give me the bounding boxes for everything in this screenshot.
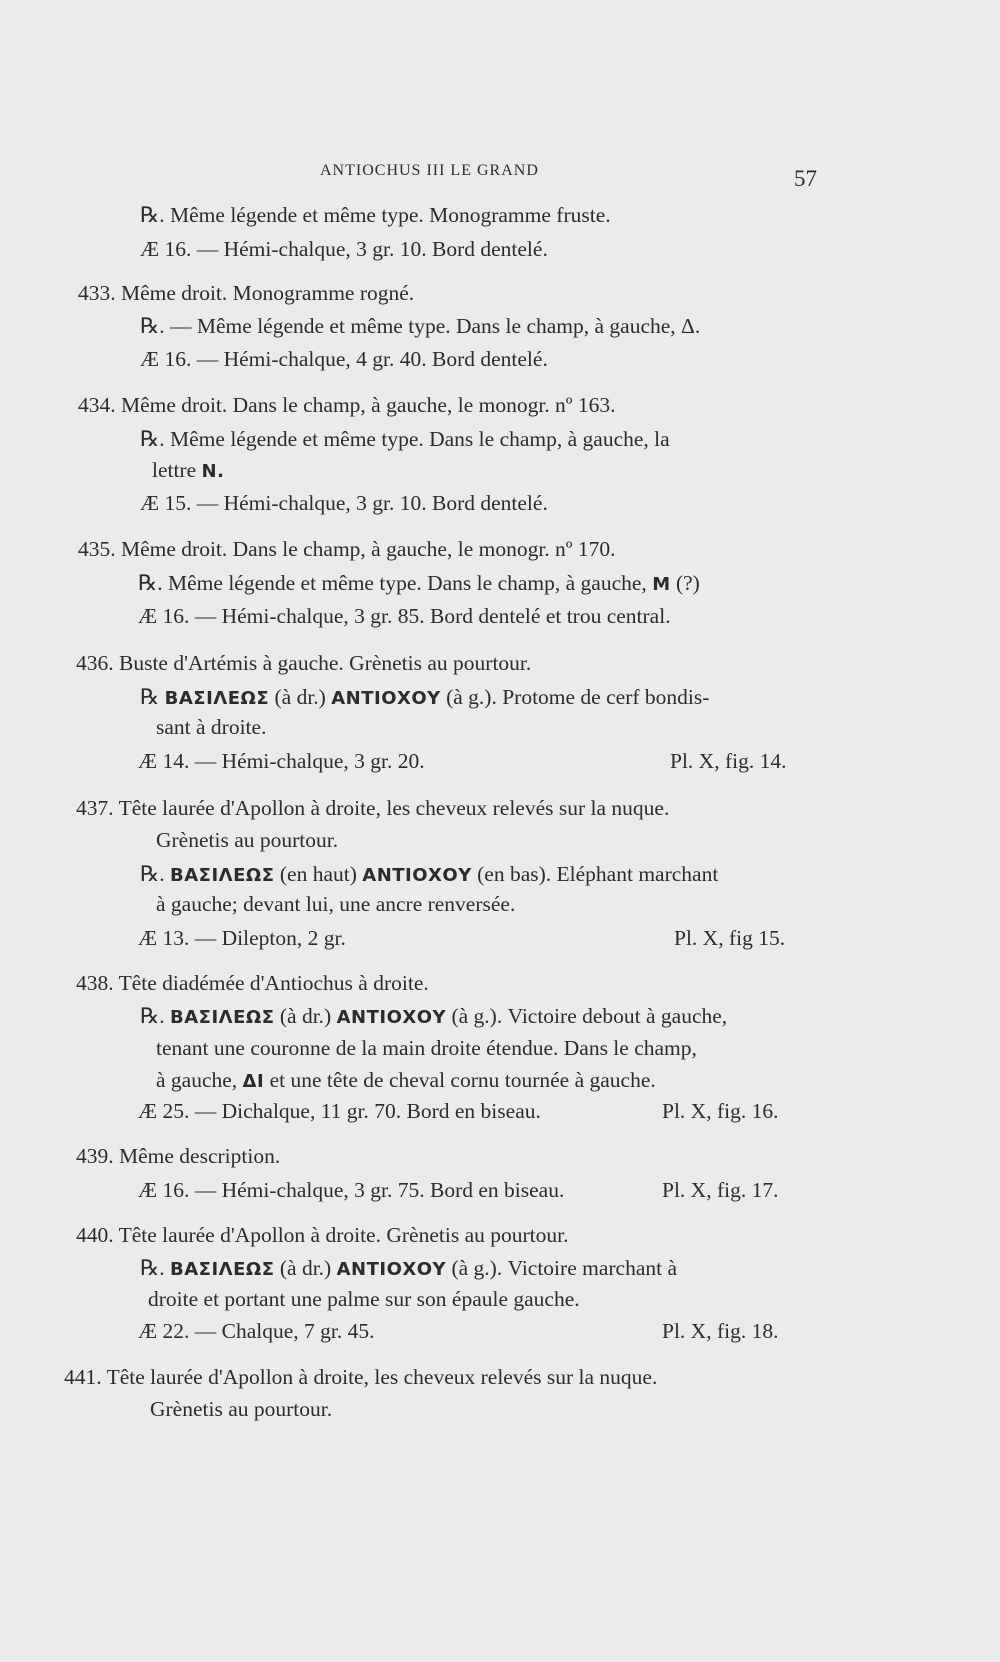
text-line: Æ 16. — Hémi-chalque, 3 gr. 85. Bord dentelé et trou central. xyxy=(138,604,671,628)
greek-legend: ΒΑΣΙΛΕΩΣ xyxy=(170,865,275,886)
text-line: ℞. Même légende et même type. Dans le champ, à gauche, la xyxy=(140,427,670,451)
text-line: ℞. Même légende et même type. Monogramme fruste. xyxy=(140,203,611,227)
text-span: ℞. xyxy=(140,862,165,886)
text-span: ℞. xyxy=(140,1256,165,1280)
text-line: Æ 16. — Hémi-chalque, 3 gr. 10. Bord dentelé. xyxy=(140,237,548,261)
text-line: Æ 15. — Hémi-chalque, 3 gr. 10. Bord dentelé. xyxy=(140,491,548,515)
text-span: (à g.). Victoire debout à gauche, xyxy=(451,1004,728,1028)
text-span: (à dr.) xyxy=(279,1256,332,1280)
greek-letter: M xyxy=(652,574,671,595)
text-line xyxy=(140,1255,677,1283)
entry-440: 440. Tête laurée d'Apollon à droite. Grènetis au pourtour. xyxy=(76,1223,569,1247)
plate-reference: Pl. X, fig. 16. xyxy=(662,1099,779,1123)
text-span: à gauche, xyxy=(156,1068,238,1092)
greek-legend: ΒΑΣΙΛΕΩΣ xyxy=(164,688,270,709)
text-line: droite et portant une palme sur son épaule gauche. xyxy=(148,1287,580,1311)
text-line: Æ 14. — Hémi-chalque, 3 gr. 20. xyxy=(138,749,425,773)
text-span: (à dr.) xyxy=(274,685,326,709)
text-line xyxy=(152,457,224,485)
running-title: ANTIOCHUS III LE GRAND xyxy=(320,162,539,179)
entry-434: 434. Même droit. Dans le champ, à gauche, le monogr. nº 163. xyxy=(78,393,616,417)
text-span: et une tête de cheval cornu tournée à gauche. xyxy=(269,1068,656,1092)
entry-435: 435. Même droit. Dans le champ, à gauche, le monogr. nº 170. xyxy=(78,537,616,561)
greek-legend: ΑΝΤΙΟΧΟΥ xyxy=(336,1259,447,1280)
text-span: lettre xyxy=(152,458,197,482)
greek-legend: ΒΑΣΙΛΕΩΣ xyxy=(170,1007,275,1028)
text-line: Grènetis au pourtour. xyxy=(150,1397,333,1421)
text-line xyxy=(156,1067,656,1095)
text-line: Æ 16. — Hémi-chalque, 3 gr. 75. Bord en biseau. xyxy=(138,1178,565,1202)
text-line xyxy=(138,570,700,598)
greek-letter: N. xyxy=(201,461,225,482)
entry-441: 441. Tête laurée d'Apollon à droite, les cheveux relevés sur la nuque. xyxy=(64,1365,658,1389)
text-line xyxy=(140,1003,727,1031)
greek-legend: ΒΑΣΙΛΕΩΣ xyxy=(170,1259,275,1280)
plate-reference: Pl. X, fig. 14. xyxy=(670,749,787,773)
text-span: (à g.). Victoire marchant à xyxy=(451,1256,678,1280)
text-span: ℞. Même légende et même type. Dans le champ, à gauche, xyxy=(138,571,647,595)
entry-437: 437. Tête laurée d'Apollon à droite, les cheveux relevés sur la nuque. xyxy=(76,796,670,820)
text-line: Grènetis au pourtour. xyxy=(156,828,339,852)
text-line: Æ 16. — Hémi-chalque, 4 gr. 40. Bord dentelé. xyxy=(140,347,548,371)
greek-legend: ΑΝΤΙΟΧΟΥ xyxy=(331,688,441,709)
text-span: ℞ xyxy=(140,685,160,709)
plate-reference: Pl. X, fig. 17. xyxy=(662,1178,779,1202)
entry-436: 436. Buste d'Artémis à gauche. Grènetis au pourtour. xyxy=(76,651,532,675)
entry-438: 438. Tête diadémée d'Antiochus à droite. xyxy=(76,971,429,995)
text-span: (en bas). Eléphant marchant xyxy=(477,862,719,886)
greek-letter: ΔΙ xyxy=(242,1071,265,1092)
text-line: Æ 22. — Chalque, 7 gr. 45. xyxy=(138,1319,375,1343)
text-span: (en haut) xyxy=(279,862,357,886)
text-line: ℞. — Même légende et même type. Dans le champ, à gauche, Δ. xyxy=(140,314,701,338)
plate-reference: Pl. X, fig 15. xyxy=(674,926,786,950)
text-line: Æ 25. — Dichalque, 11 gr. 70. Bord en biseau. xyxy=(138,1099,541,1123)
entry-433: 433. Même droit. Monogramme rogné. xyxy=(78,281,415,305)
text-line: tenant une couronne de la main droite étendue. Dans le champ, xyxy=(156,1036,697,1060)
text-line: Æ 13. — Dilepton, 2 gr. xyxy=(138,926,346,950)
greek-legend: ΑΝΤΙΟΧΟΥ xyxy=(336,1007,447,1028)
text-line xyxy=(140,684,709,712)
text-span: (?) xyxy=(675,571,700,595)
text-span: (à g.). Protome de cerf bondis- xyxy=(446,685,710,709)
greek-legend: ΑΝΤΙΟΧΟΥ xyxy=(362,865,472,886)
text-line: sant à droite. xyxy=(156,715,267,739)
text-line xyxy=(140,861,718,889)
page-number: 57 xyxy=(794,166,817,191)
entry-439: 439. Même description. xyxy=(76,1144,281,1168)
text-span: ℞. xyxy=(140,1004,165,1028)
text-span: (à dr.) xyxy=(279,1004,332,1028)
text-line: à gauche; devant lui, une ancre renversée. xyxy=(156,892,516,916)
plate-reference: Pl. X, fig. 18. xyxy=(662,1319,779,1343)
